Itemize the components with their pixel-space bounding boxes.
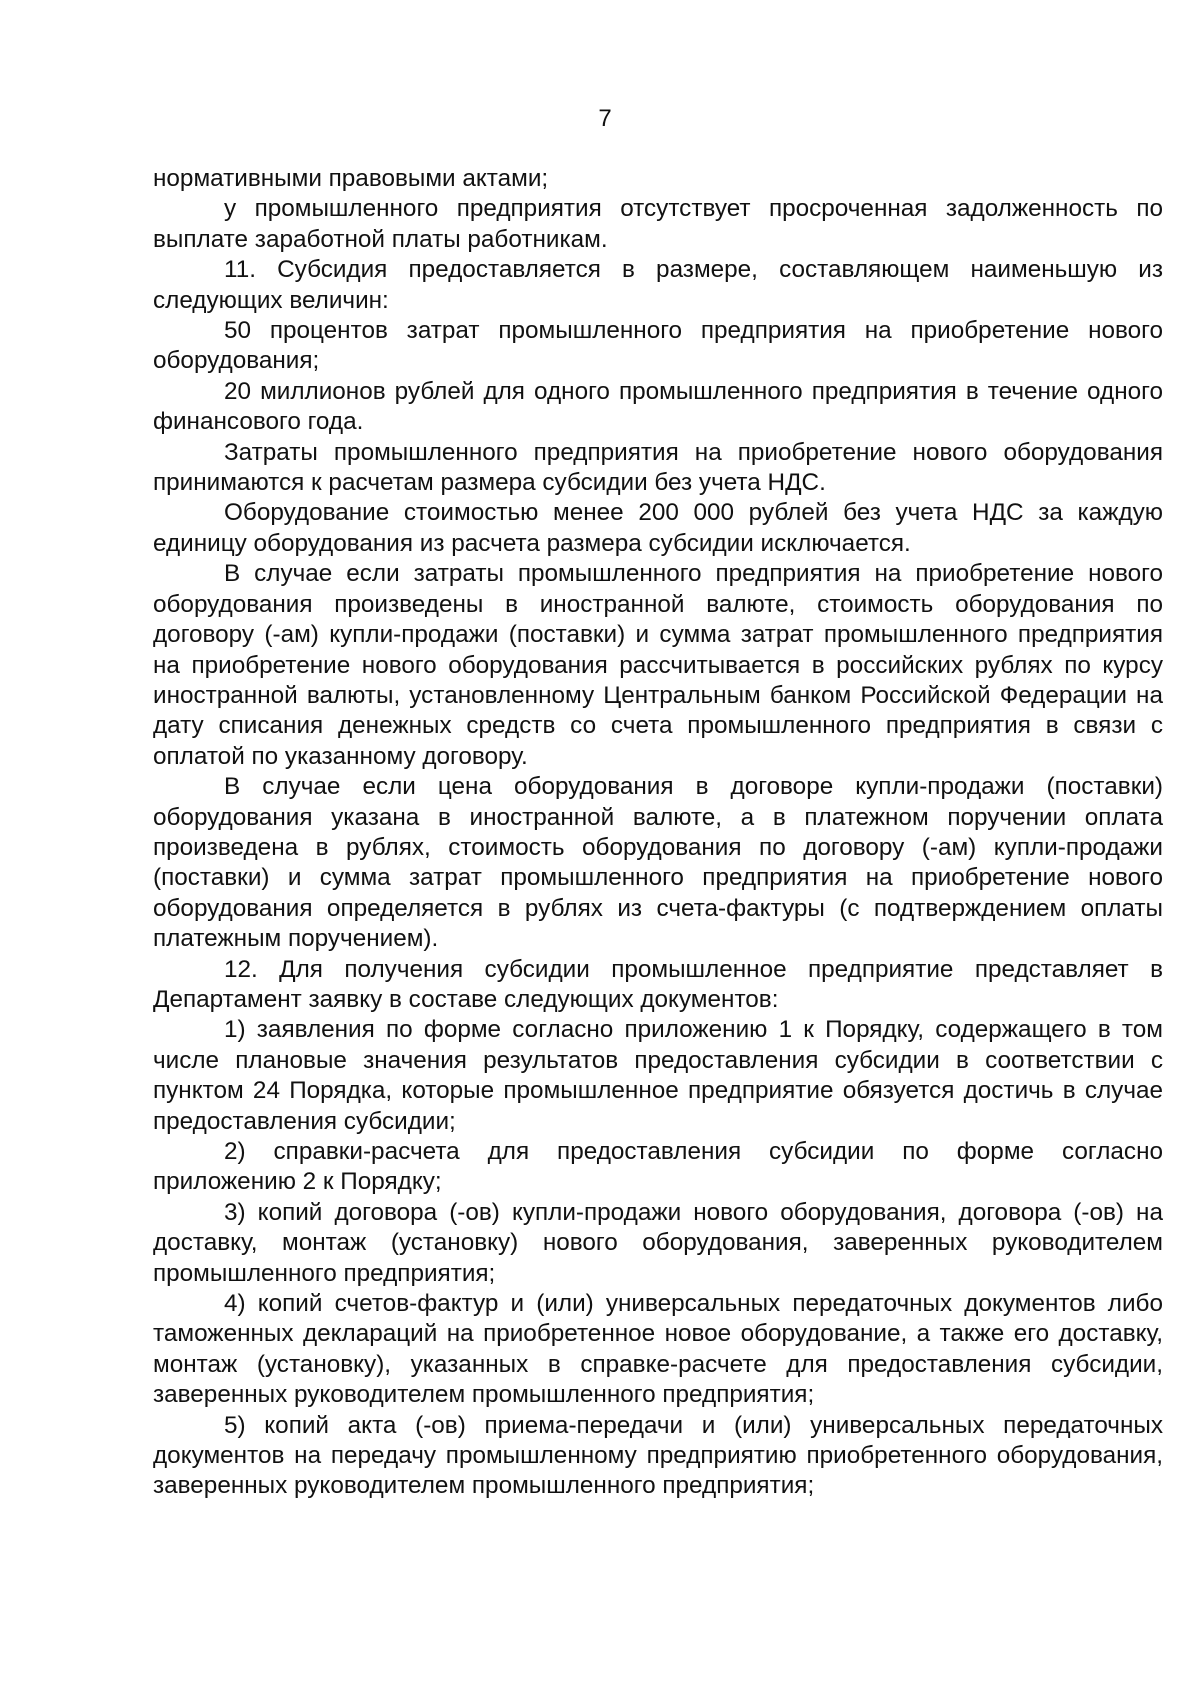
paragraph-foreign-currency: В случае если затраты промышленного предприятия на приобретение нового оборудования произведены в иностранной валюте, стоимость оборудования по договору (-ам) купли-продажи (поставки) и сумма затрат промышленного предприятия на приобретение нового оборудования рассчитывается в российских рублях по курсу иностранной валюты, установленному Центральным банком Российской Федерации на дату списания денежных средств со счета промышленного предприятия в связи с оплатой по указанному договору. [153,560,1163,770]
paragraph-continuation: нормативными правовыми актами; [153,165,549,192]
paragraph-twenty-million: 20 миллионов рублей для одного промышленного предприятия в течение одного финансового года. [153,377,1163,436]
paragraph-costs-without-vat: Затраты промышленного предприятия на приобретение нового оборудования принимаются к расчетам размера субсидии без учета НДС. [153,438,1163,497]
paragraph-price-in-foreign-currency: В случае если цена оборудования в договоре купли-продажи (поставки) оборудования указана в иностранной валюте, а в платежном поручении оплата произведена в рублях, стоимость оборудования по договору (-ам) купли-продажи (поставки) и сумма затрат промышленного предприятия на приобретение нового оборудования определяется в рублях из счета-фактуры (с подтверждением оплаты платежным поручением). [153,773,1163,953]
list-item-2: 2) справки-расчета для предоставления субсидии по форме согласно приложению 2 к Порядку; [153,1138,1163,1196]
paragraph-equipment-threshold: Оборудование стоимостью менее 200 000 рублей без учета НДС за каждую единицу оборудования из расчета размера субсидии исключается. [153,499,1163,557]
paragraph-item-12: 12. Для получения субсидии промышленное предприятие представляет в Департамент заявку в составе следующих документов: [153,955,1163,1013]
document-body [153,164,1163,1502]
paragraph-item-11: 11. Субсидия предоставляется в размере, составляющем наименьшую из следующих величин: [153,256,1163,314]
list-item-1: 1) заявления по форме согласно приложению 1 к Порядку, содержащего в том числе плановые значения результатов предоставления субсидии в соответствии с пунктом 24 Порядка, которые промышленное предприятие обязуется достичь в случае предоставления субсидии; [153,1016,1163,1135]
list-item-4: 4) копий счетов-фактур и (или) универсальных передаточных документов либо таможенных деклараций на приобретенное новое оборудование, а также его доставку, монтаж (установку), указанных в справке-расчете для предоставления субсидии, заверенных руководителем промышленного предприятия; [153,1290,1163,1409]
paragraph-no-wage-debt: у промышленного предприятия отсутствует просроченная задолженность по выплате заработной платы работникам. [153,195,1163,253]
list-item-3: 3) копий договора (-ов) купли-продажи нового оборудования, договора (-ов) на доставку, монтаж (установку) нового оборудования, заверенных руководителем промышленного предприятия; [153,1198,1163,1287]
list-item-5: 5) копий акта (-ов) приема-передачи и (или) универсальных передаточных документов на передачу промышленному предприятию приобретенного оборудования, заверенных руководителем промышленного предприятия; [153,1411,1163,1500]
page-number: 7 [598,105,612,132]
paragraph-fifty-percent: 50 процентов затрат промышленного предприятия на приобретение нового оборудования; [153,317,1163,375]
